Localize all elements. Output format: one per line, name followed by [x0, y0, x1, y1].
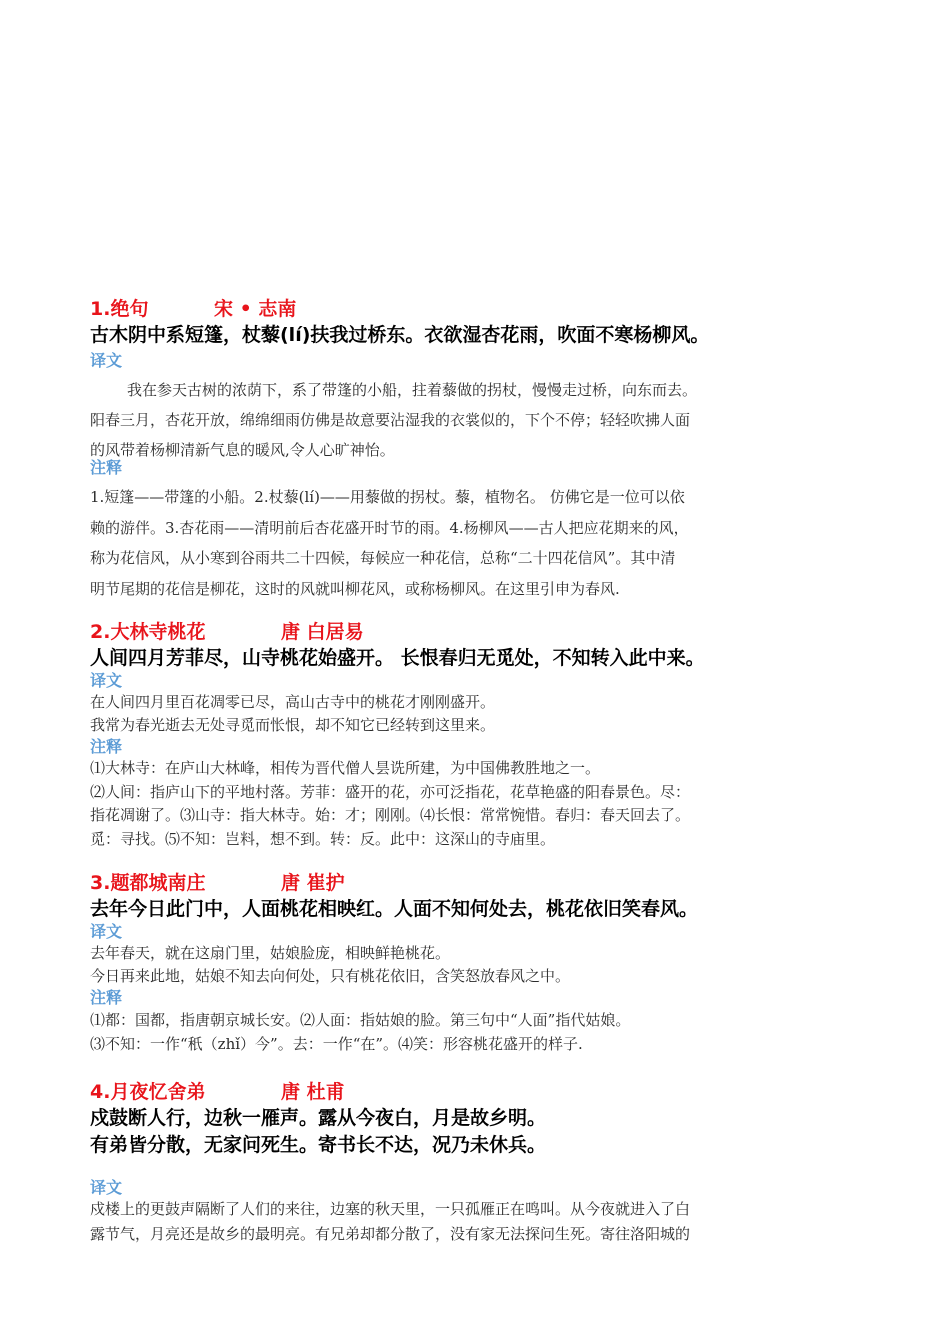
poem-text-3	[90, 897, 698, 921]
poem-title-text: 题都城南庄	[110, 872, 206, 894]
notes-line: 1.短篷——带篷的小船。2.杖藜(lí)——用藜做的拐杖。藜，植物名。 仿佛它是一位可以依	[90, 488, 685, 506]
poem-line: 有弟皆分散，无家问死生。寄书长不达，况乃未休兵。	[90, 1134, 547, 1156]
translation-text-3	[90, 942, 865, 988]
notes-line: ⑴都：国都，指唐朝京城长安。⑵人面：指姑娘的脸。第三句中“人面”指代姑娘。	[90, 1011, 631, 1029]
poem-title-2	[90, 620, 364, 644]
translation-line: 我常为春光逝去无处寻觅而怅恨，却不知它已经转到这里来。	[90, 716, 496, 734]
poem-number: 3.	[90, 872, 111, 894]
translation-label: 译文	[90, 922, 123, 941]
notes-line: 赖的游伴。3.杏花雨——清明前后杏花盛开时节的雨。4.杨柳风——古人把应花期来的风，	[90, 518, 689, 537]
poem-author: 唐 崔护	[281, 872, 345, 894]
translation-label: 译文	[90, 1178, 123, 1197]
notes-line: 觅：寻找。⑸不知：岂料，想不到。转：反。此中：这深山的寺庙里。	[90, 829, 556, 848]
notes-text-2	[90, 757, 865, 851]
translation-line: 今日再来此地，姑娘不知去向何处，只有桃花依旧，含笑怒放春风之中。	[90, 967, 571, 985]
notes-text-1	[90, 482, 865, 604]
translation-label: 译文	[90, 351, 123, 370]
poem-line: 去年今日此门中，人面桃花相映红。人面不知何处去，桃花依旧笑春风。	[90, 898, 699, 920]
poem-line: 戍鼓断人行，边秋一雁声。露从今夜白，月是故乡明。	[90, 1107, 547, 1129]
translation-label: 译文	[90, 671, 123, 690]
poem-title-text: 绝句	[110, 298, 149, 320]
notes-line: ⑶不知：一作“秖（zhǐ）今”。去：一作“在”。⑷笑：形容桃花盛开的样子.	[90, 1035, 583, 1053]
poem-line: 古木阴中系短篷，杖藜(lí)扶我过桥东。衣欲湿杏花雨，吹面不寒杨柳风。	[90, 324, 710, 346]
translation-line: 阳春三月，杏花开放，绵绵细雨仿佛是故意要沾湿我的衣裳似的，下个不停；轻轻吹拂人面	[90, 411, 691, 429]
poem-line: 人间四月芳菲尽，山寺桃花始盛开。 长恨春归无觅处，不知转入此中来。	[90, 647, 705, 669]
translation-text-2	[90, 691, 865, 737]
notes-label: 注释	[90, 737, 123, 756]
poem-text-2	[90, 646, 705, 670]
translation-line: 我在参天古树的浓荫下，系了带篷的小船，拄着藜做的拐杖，慢慢走过桥，向东而去。	[127, 381, 698, 399]
notes-line: ⑴大林寺：在庐山大林峰，相传为晋代僧人昙诜所建，为中国佛教胜地之一。	[90, 759, 601, 777]
translation-text-1	[90, 375, 865, 465]
translation-line: 的风带着杨柳清新气息的暖风,令人心旷神怡。	[90, 441, 395, 459]
poem-number: 1.	[90, 298, 111, 320]
poem-number: 2.	[90, 621, 111, 643]
poem-title-text: 月夜忆舍弟	[110, 1081, 206, 1103]
poem-author: 宋 • 志南	[214, 298, 297, 320]
translation-line: 戍楼上的更鼓声隔断了人们的来往，边塞的秋天里，一只孤雁正在鸣叫。从今夜就进入了白	[90, 1200, 691, 1218]
poem-title-text: 大林寺桃花	[110, 621, 206, 643]
translation-line: 去年春天，就在这扇门里，姑娘脸庞，相映鲜艳桃花。	[90, 944, 451, 962]
translation-text-4	[90, 1197, 865, 1247]
notes-line: 指花凋谢了。⑶山寺：指大林寺。始：才；刚刚。⑷长恨：常常惋惜。春归：春天回去了。	[90, 806, 691, 824]
poem-text-1	[90, 323, 709, 347]
notes-label: 注释	[90, 458, 123, 477]
notes-line: 明节尾期的花信是柳花，这时的风就叫柳花风，或称杨柳风。在这里引申为春风.	[90, 579, 620, 598]
notes-text-3	[90, 1008, 865, 1056]
poem-author: 唐 杜甫	[281, 1081, 345, 1103]
poem-title-4	[90, 1080, 345, 1104]
poem-author: 唐 白居易	[281, 621, 364, 643]
poem-title-1	[90, 297, 297, 321]
translation-line: 露节气，月亮还是故乡的最明亮。有兄弟却都分散了，没有家无法探问生死。寄往洛阳城的	[90, 1225, 691, 1243]
notes-line: 称为花信风，从小寒到谷雨共二十四候，每候应一种花信，总称“二十四花信风”。其中清	[90, 549, 676, 567]
notes-line: ⑵人间：指庐山下的平地村落。芳菲：盛开的花，亦可泛指花，花草艳盛的阳春景色。尽：	[90, 782, 691, 801]
poem-text-4	[90, 1105, 546, 1159]
translation-line: 在人间四月里百花凋零已尽，高山古寺中的桃花才刚刚盛开。	[90, 693, 496, 711]
poem-title-3	[90, 871, 345, 895]
notes-label: 注释	[90, 988, 123, 1007]
poem-number: 4.	[90, 1081, 111, 1103]
